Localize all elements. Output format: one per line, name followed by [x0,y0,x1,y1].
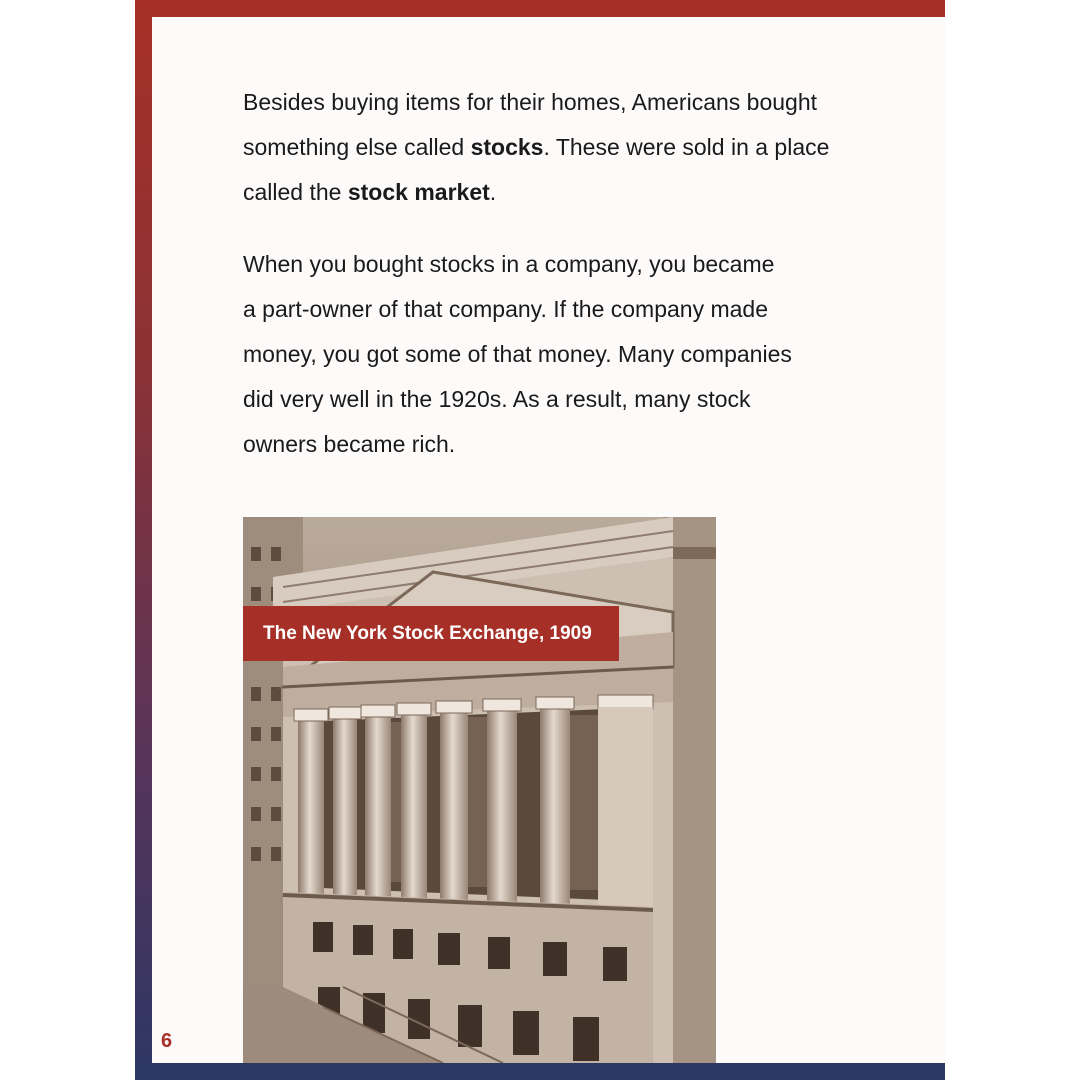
paragraph-text: Besides buying items for their homes, Americans bought something else called [243,89,818,160]
bottom-border [135,1063,945,1080]
paragraph-line: a part-owner of that company. If the company made [243,296,769,322]
paragraph-line: When you bought stocks in a company, you became [243,251,775,277]
paragraph-part-owner [243,242,863,467]
book-page [135,0,945,1080]
paragraph-text: . [489,179,497,205]
bold-term-stocks: stocks [470,134,544,160]
photo-caption [243,606,619,661]
paragraph-line: did very well in the 1920s. As a result, many stock [243,386,751,412]
photo-caption-text: The New York Stock Exchange, 1909 [263,622,592,644]
paragraph-text: . These were sold in a place called the [243,134,830,205]
left-border [135,0,152,1080]
nyse-building-photo [243,517,716,1063]
page-number: 6 [161,1030,173,1052]
paragraph-line: money, you got some of that money. Many companies [243,341,792,367]
paragraph-stocks [243,80,863,215]
top-border [135,0,945,17]
bold-term-stock-market: stock market [347,179,490,205]
paragraph-line: owners became rich. [243,431,456,457]
